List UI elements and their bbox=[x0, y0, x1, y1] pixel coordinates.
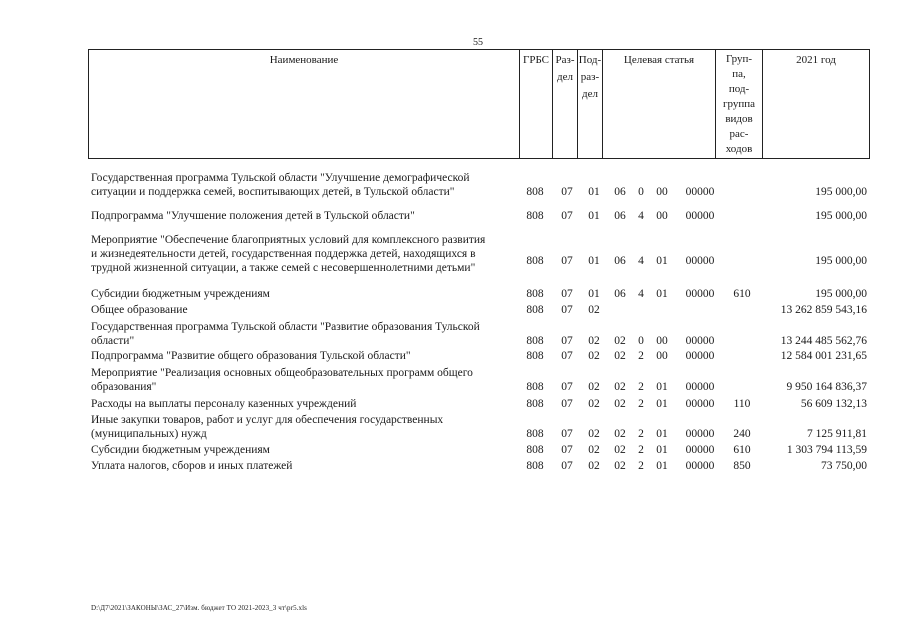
row-name: Уплата налогов, сборов и иных платежей bbox=[91, 460, 293, 472]
cell-target-dir: 00000 bbox=[685, 210, 715, 222]
cell-target-main: 00 bbox=[656, 186, 668, 198]
cell-amount: 73 750,00 bbox=[821, 460, 867, 472]
cell-target-prog: 06 bbox=[614, 255, 626, 267]
row-name: Общее образование bbox=[91, 304, 188, 316]
row-name: Субсидии бюджетным учреждениям bbox=[91, 444, 270, 456]
row-name: Мероприятие "Реализация основных общеобразовательных программ общего образования" bbox=[91, 367, 473, 393]
cell-target-dir: 00000 bbox=[685, 398, 715, 410]
cell-razdel: 07 bbox=[561, 428, 573, 440]
cell-target-dir: 00000 bbox=[685, 460, 715, 472]
cell-target-sub: 0 bbox=[638, 335, 644, 347]
cell-target-sub: 0 bbox=[638, 186, 644, 198]
cell-target-prog: 02 bbox=[614, 444, 626, 456]
cell-grbs: 808 bbox=[526, 428, 544, 440]
header-grbs: ГРБС bbox=[522, 54, 550, 66]
row-name: Мероприятие "Обеспечение благоприятных условий для комплексного развития и жизнедеятельности детей, государственная поддержка детей, находящихся в трудной жизненной ситуации, а также семей с несовершеннолетними детьми" bbox=[91, 234, 486, 274]
cell-target-main: 00 bbox=[656, 350, 668, 362]
cell-group: 610 bbox=[733, 288, 751, 300]
cell-grbs: 808 bbox=[526, 210, 544, 222]
cell-podrazdel: 02 bbox=[588, 428, 600, 440]
file-path: D:\Д7\2021\ЗАКОНЫ\ЗАС_27\Изм. бюджет ТО 2021-2023_3 чт\pr5.xls bbox=[91, 604, 308, 612]
cell-grbs: 808 bbox=[526, 460, 544, 472]
cell-target-sub: 4 bbox=[638, 255, 644, 267]
cell-target-main: 01 bbox=[656, 398, 668, 410]
cell-amount: 195 000,00 bbox=[815, 210, 867, 222]
cell-podrazdel: 02 bbox=[588, 335, 600, 347]
cell-group: 110 bbox=[733, 398, 751, 410]
cell-amount: 1 303 794 113,59 bbox=[786, 444, 867, 456]
cell-razdel: 07 bbox=[561, 255, 573, 267]
cell-target-main: 01 bbox=[656, 255, 668, 267]
cell-grbs: 808 bbox=[526, 335, 544, 347]
header-razdel: Раз- дел bbox=[555, 54, 575, 83]
cell-target-sub: 2 bbox=[638, 444, 644, 456]
cell-target-dir: 00000 bbox=[685, 381, 715, 393]
cell-target-prog: 02 bbox=[614, 350, 626, 362]
cell-grbs: 808 bbox=[526, 255, 544, 267]
cell-target-prog: 06 bbox=[614, 186, 626, 198]
row-name: Государственная программа Тульской области "Улучшение демографической ситуации и поддержка семей, воспитывающих детей, в Тульской области" bbox=[91, 172, 470, 198]
cell-grbs: 808 bbox=[526, 381, 544, 393]
cell-target-sub: 2 bbox=[638, 381, 644, 393]
cell-grbs: 808 bbox=[526, 350, 544, 362]
cell-target-sub: 2 bbox=[638, 460, 644, 472]
cell-amount: 195 000,00 bbox=[815, 186, 867, 198]
cell-podrazdel: 01 bbox=[588, 186, 600, 198]
cell-amount: 12 584 001 231,65 bbox=[780, 350, 867, 362]
row-name: Расходы на выплаты персоналу казенных учреждений bbox=[91, 398, 357, 410]
cell-target-main: 01 bbox=[656, 288, 668, 300]
cell-razdel: 07 bbox=[561, 350, 573, 362]
cell-target-sub: 4 bbox=[638, 210, 644, 222]
cell-grbs: 808 bbox=[526, 444, 544, 456]
cell-group: 240 bbox=[733, 428, 751, 440]
cell-grbs: 808 bbox=[526, 398, 544, 410]
cell-razdel: 07 bbox=[561, 381, 573, 393]
cell-target-prog: 02 bbox=[614, 398, 626, 410]
cell-target-prog: 02 bbox=[614, 335, 626, 347]
cell-target-prog: 06 bbox=[614, 288, 626, 300]
cell-razdel: 07 bbox=[561, 210, 573, 222]
cell-target-dir: 00000 bbox=[685, 186, 715, 198]
cell-target-main: 00 bbox=[656, 210, 668, 222]
cell-target-prog: 02 bbox=[614, 381, 626, 393]
cell-amount: 195 000,00 bbox=[815, 255, 867, 267]
cell-podrazdel: 02 bbox=[588, 350, 600, 362]
cell-group: 850 bbox=[733, 460, 751, 472]
cell-target-prog: 02 bbox=[614, 460, 626, 472]
cell-group: 610 bbox=[733, 444, 751, 456]
cell-target-sub: 2 bbox=[638, 428, 644, 440]
cell-podrazdel: 02 bbox=[588, 304, 600, 316]
cell-podrazdel: 01 bbox=[588, 255, 600, 267]
page-number: 55 bbox=[473, 37, 483, 48]
cell-razdel: 07 bbox=[561, 304, 573, 316]
cell-target-prog: 06 bbox=[614, 210, 626, 222]
header-target: Целевая статья bbox=[623, 54, 695, 66]
cell-amount: 56 609 132,13 bbox=[800, 398, 867, 410]
cell-target-dir: 00000 bbox=[685, 255, 715, 267]
cell-target-main: 01 bbox=[656, 428, 668, 440]
cell-target-prog: 02 bbox=[614, 428, 626, 440]
cell-target-main: 01 bbox=[656, 444, 668, 456]
table-header bbox=[88, 49, 870, 159]
cell-grbs: 808 bbox=[526, 304, 544, 316]
row-name: Иные закупки товаров, работ и услуг для обеспечения государственных (муниципальных) нужд bbox=[91, 414, 444, 440]
cell-amount: 13 262 859 543,16 bbox=[780, 304, 867, 316]
cell-target-main: 01 bbox=[656, 381, 668, 393]
cell-podrazdel: 02 bbox=[588, 460, 600, 472]
cell-target-dir: 00000 bbox=[685, 335, 715, 347]
row-name: Государственная программа Тульской области "Развитие образования Тульской области" bbox=[91, 321, 480, 347]
cell-target-sub: 4 bbox=[638, 288, 644, 300]
header-year: 2021 год bbox=[796, 54, 836, 66]
cell-target-dir: 00000 bbox=[685, 444, 715, 456]
cell-razdel: 07 bbox=[561, 444, 573, 456]
cell-razdel: 07 bbox=[561, 186, 573, 198]
cell-razdel: 07 bbox=[561, 460, 573, 472]
cell-target-main: 00 bbox=[656, 335, 668, 347]
cell-podrazdel: 02 bbox=[588, 398, 600, 410]
cell-amount: 13 244 485 562,76 bbox=[780, 335, 867, 347]
cell-grbs: 808 bbox=[526, 186, 544, 198]
header-podrazdel: Под- раз- дел bbox=[578, 54, 602, 100]
cell-amount: 7 125 911,81 bbox=[807, 428, 867, 440]
row-name: Подпрограмма "Развитие общего образования Тульской области" bbox=[91, 350, 411, 362]
cell-razdel: 07 bbox=[561, 335, 573, 347]
header-name: Наименование bbox=[269, 54, 339, 66]
cell-grbs: 808 bbox=[526, 288, 544, 300]
row-name: Субсидии бюджетным учреждениям bbox=[91, 288, 270, 300]
cell-target-sub: 2 bbox=[638, 398, 644, 410]
cell-target-sub: 2 bbox=[638, 350, 644, 362]
header-group: Груп- па, под- группа видов рас- ходов bbox=[722, 53, 756, 155]
cell-razdel: 07 bbox=[561, 288, 573, 300]
cell-target-dir: 00000 bbox=[685, 288, 715, 300]
row-name: Подпрограмма "Улучшение положения детей в Тульской области" bbox=[91, 210, 415, 222]
cell-podrazdel: 01 bbox=[588, 288, 600, 300]
cell-amount: 195 000,00 bbox=[815, 288, 867, 300]
cell-target-dir: 00000 bbox=[685, 350, 715, 362]
cell-podrazdel: 02 bbox=[588, 444, 600, 456]
cell-amount: 9 950 164 836,37 bbox=[786, 381, 867, 393]
cell-podrazdel: 01 bbox=[588, 210, 600, 222]
cell-target-main: 01 bbox=[656, 460, 668, 472]
cell-razdel: 07 bbox=[561, 398, 573, 410]
cell-target-dir: 00000 bbox=[685, 428, 715, 440]
cell-podrazdel: 02 bbox=[588, 381, 600, 393]
